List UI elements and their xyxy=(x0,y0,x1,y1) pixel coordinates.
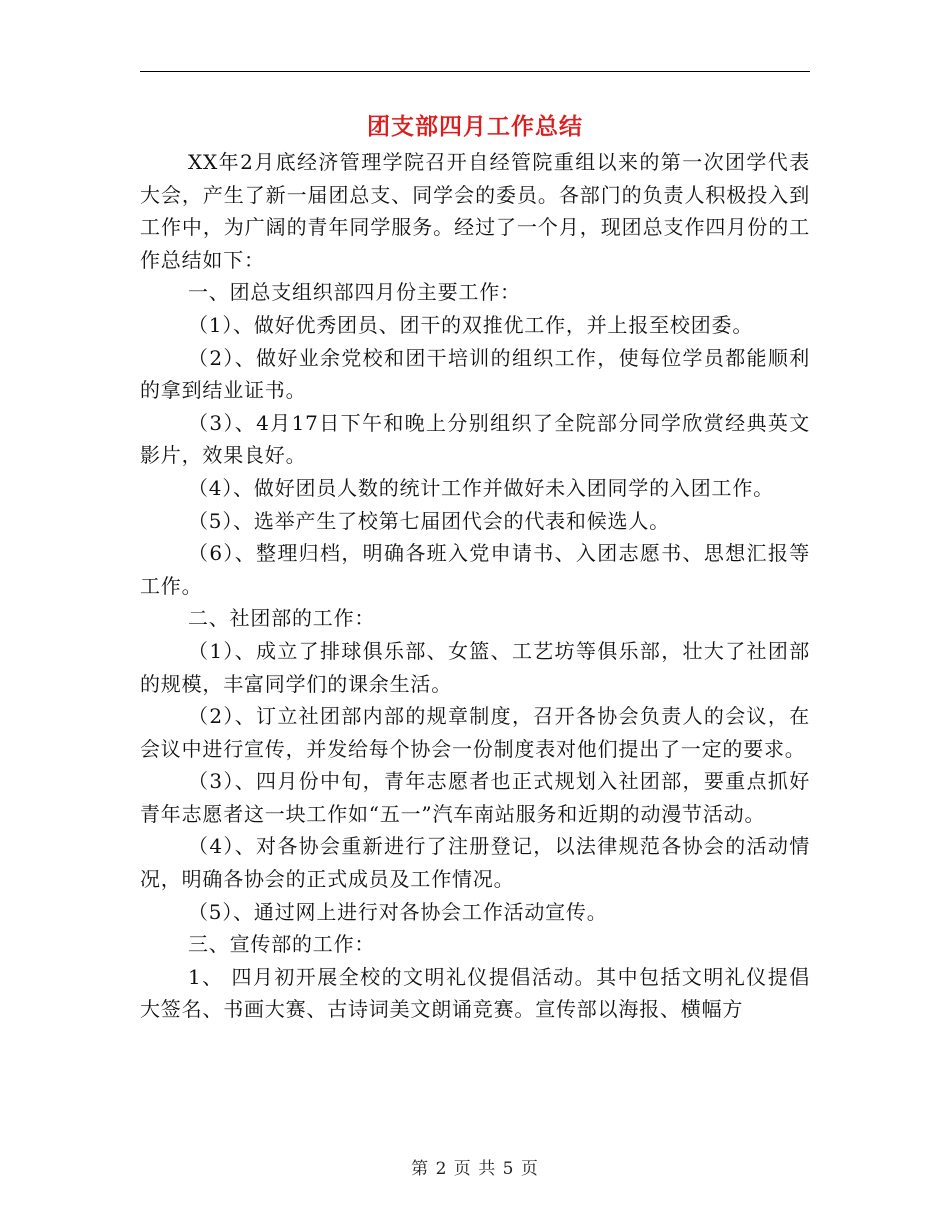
header-rule xyxy=(140,71,810,72)
list-item: （2）、订立社团部内部的规章制度，召开各协会负责人的会议，在会议中进行宣传，并发给每个协会一份制度表对他们提出了一定的要求。 xyxy=(140,704,810,761)
list-item: （6）、整理归档，明确各班入党申请书、入团志愿书、思想汇报等工作。 xyxy=(140,541,810,598)
intro-paragraph: XX年2月底经济管理学院召开自经管院重组以来的第一次团学代表大会，产生了新一届团总支、同学会的委员。各部门的负责人积极投入到工作中，为广阔的青年同学服务。经过了一个月，现团总支作四月份的工作总结如下： xyxy=(140,150,810,272)
section-heading-organization: 一、团总支组织部四月份主要工作： xyxy=(188,280,521,305)
list-item: （2）、做好业余党校和团干培训的组织工作，使每位学员都能顺利的拿到结业证书。 xyxy=(140,345,810,403)
list-item: （4）、做好团员人数的统计工作并做好未入团同学的入团工作。 xyxy=(188,475,774,500)
list-item: （1）、做好优秀团员、团干的双推优工作，并上报至校团委。 xyxy=(188,312,754,337)
list-item: （1）、成立了排球俱乐部、女篮、工艺坊等俱乐部，壮大了社团部的规模，丰富同学们的课余生活。 xyxy=(140,638,810,696)
document-title: 团支部四月工作总结 xyxy=(367,113,583,140)
list-item: （5）、通过网上进行对各协会工作活动宣传。 xyxy=(188,899,608,924)
section-heading-clubs: 二、社团部的工作： xyxy=(188,606,376,631)
list-item: 1、 四月初开展全校的文明礼仪提倡活动。其中包括文明礼仪提倡大签名、书画大赛、古诗词美文朗诵竞赛。宣传部以海报、横幅方 xyxy=(140,964,810,1022)
list-item: （4）、对各协会重新进行了注册登记，以法律规范各协会的活动情况，明确各协会的正式成员及工作情况。 xyxy=(140,834,810,892)
list-item: （5）、选举产生了校第七届团代会的代表和候选人。 xyxy=(188,508,670,533)
page-number: 第 2 页 共 5 页 xyxy=(411,1159,539,1179)
list-item: （3）、4月17日下午和晚上分别组织了全院部分同学欣赏经典英文影片，效果良好。 xyxy=(140,410,810,468)
section-heading-publicity: 三、宣传部的工作： xyxy=(188,932,376,957)
document-body xyxy=(140,146,810,1026)
list-item: （3）、四月份中旬，青年志愿者也正式规划入社团部，要重点抓好青年志愿者这一块工作如“五一”汽车南站服务和近期的动漫节活动。 xyxy=(140,769,810,826)
